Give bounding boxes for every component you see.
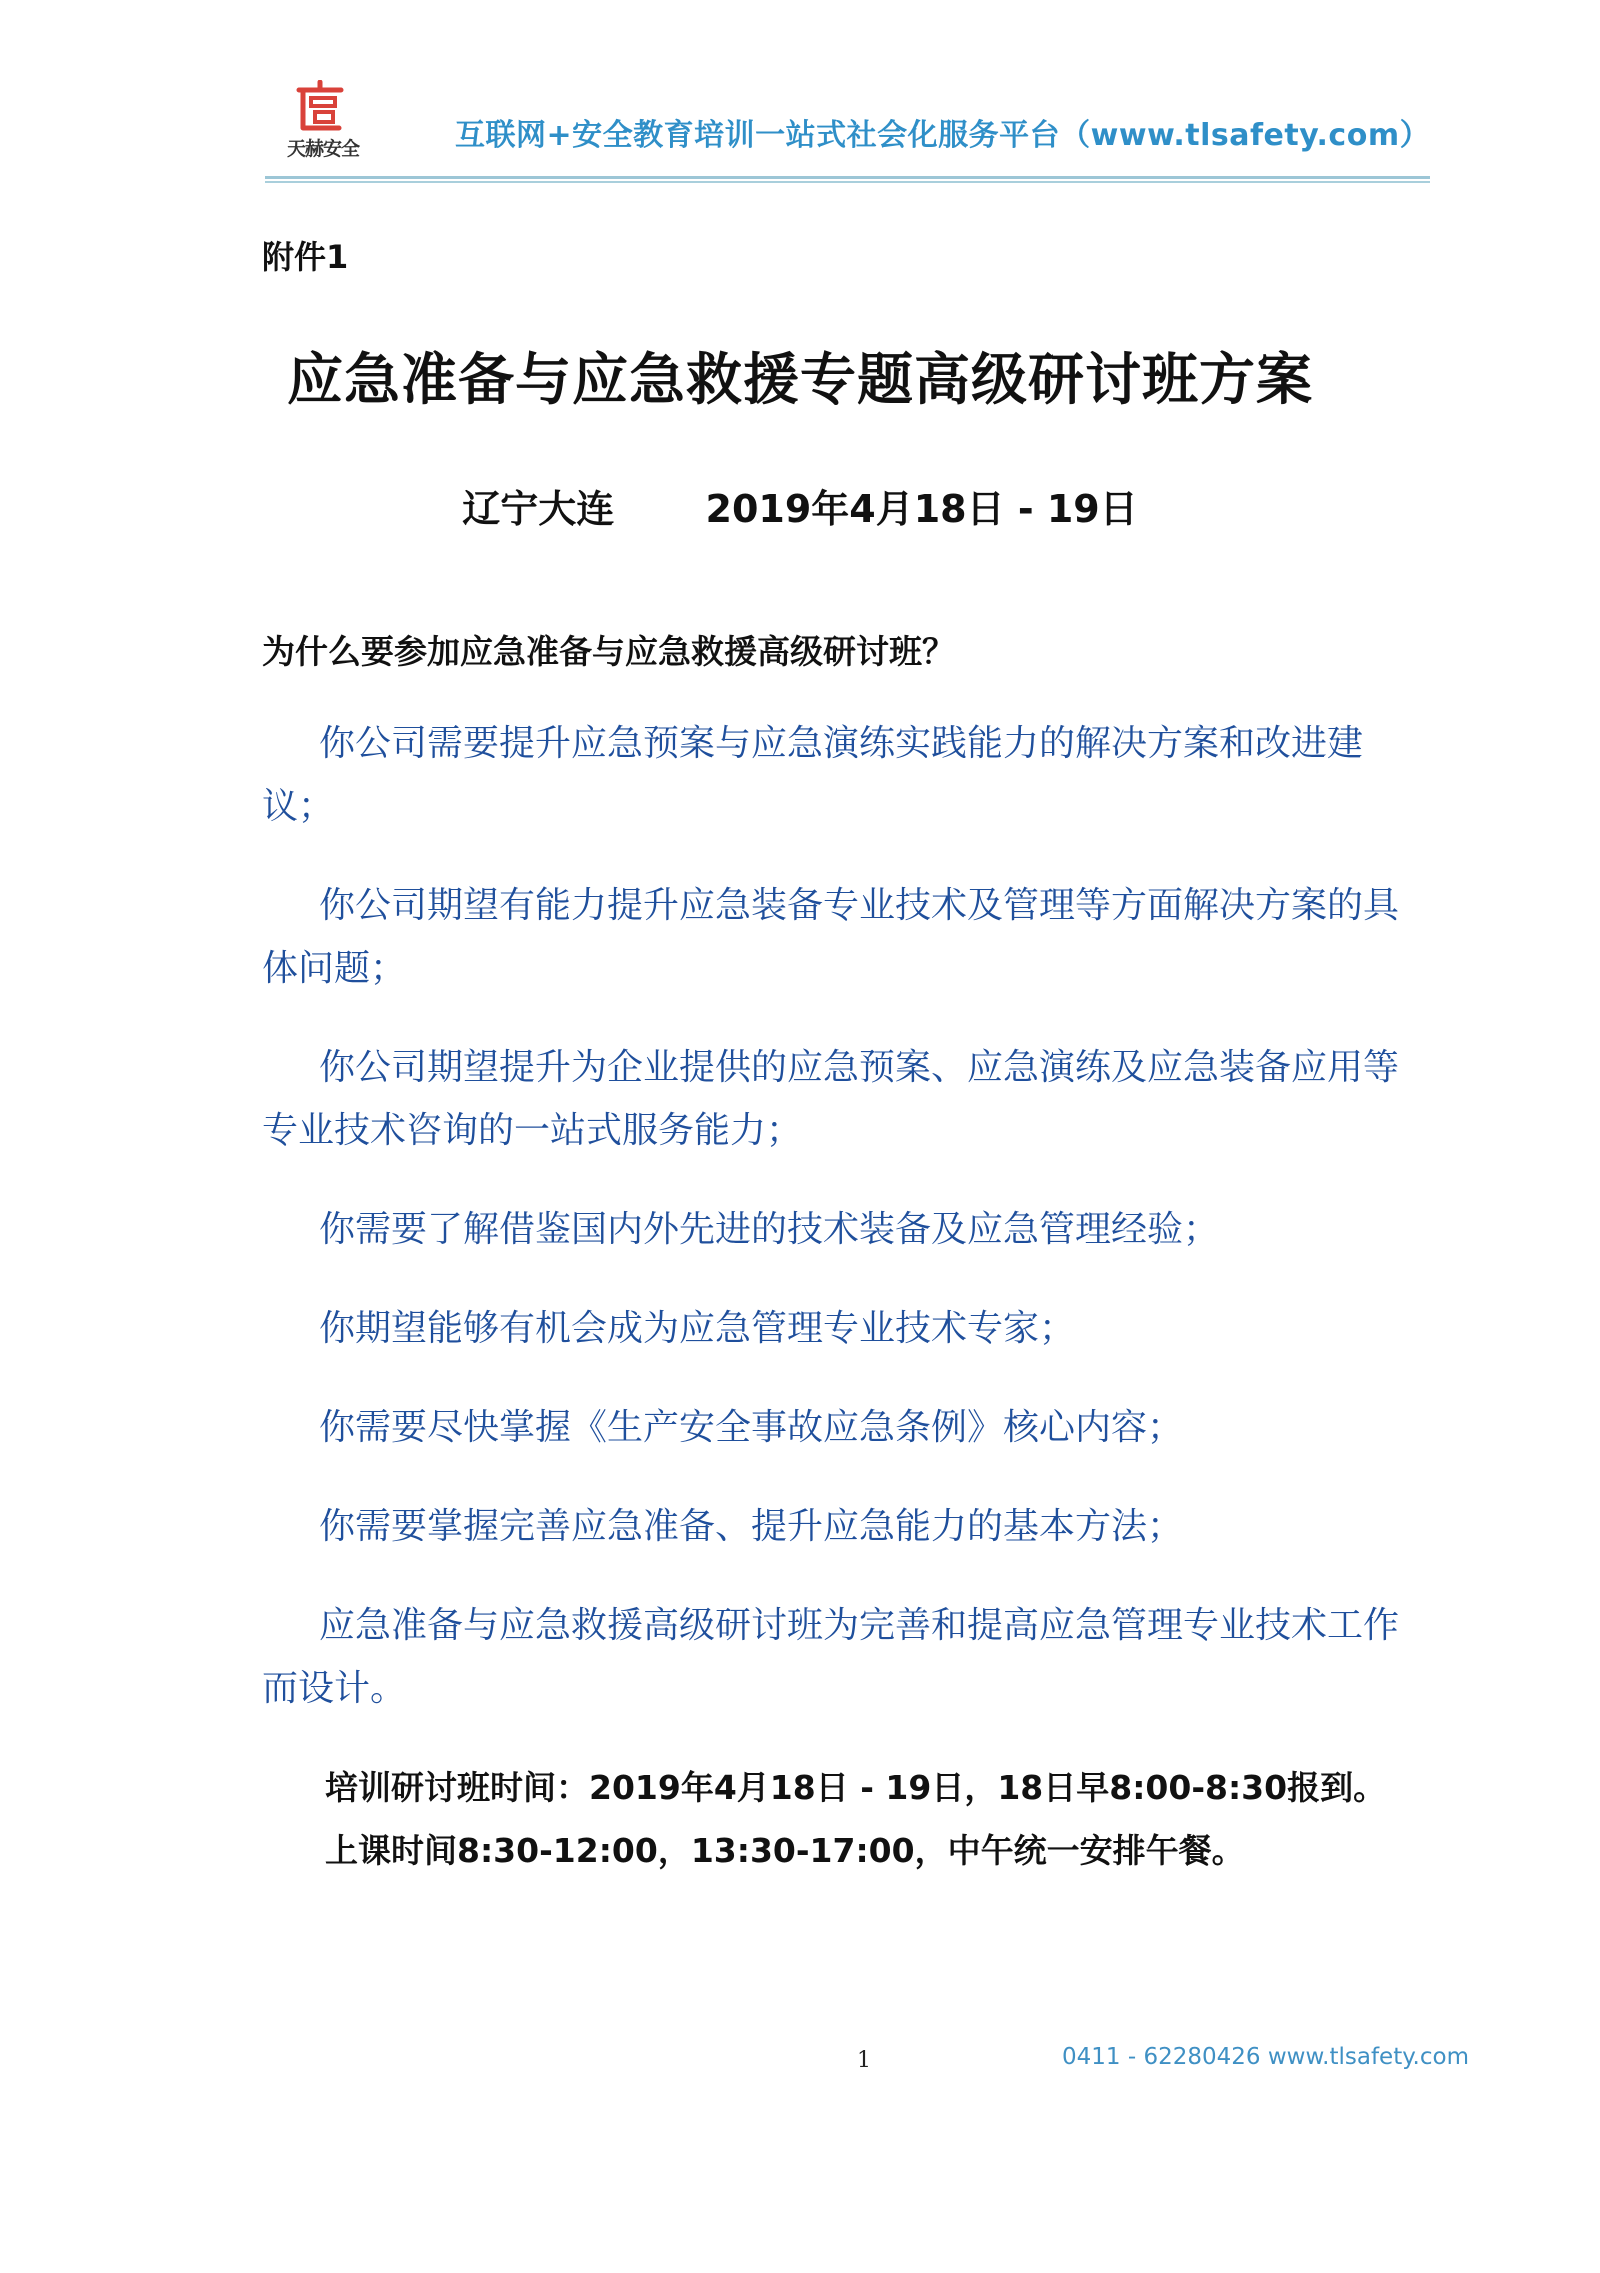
reason-paragraph-6: 你需要尽快掌握《生产安全事故应急条例》核心内容； [319,1407,1184,1448]
event-location-date [0,478,1600,533]
reason-paragraph-4: 你需要了解借鉴国内外先进的技术装备及应急管理经验； [319,1209,1220,1250]
logo-text: 天赫安全 [286,138,359,160]
event-location: 辽宁大连 [462,487,615,531]
schedule-line-times: 上课时间8:30-12:00，13:30-17:00，中午统一安排午餐。 [325,1831,1245,1870]
platform-title: 互联网+安全教育培训一站式社会化服务平台（www.tlsafety.com） [455,118,1431,153]
question-heading: 为什么要参加应急准备与应急救援高级研讨班？ [262,632,955,671]
reason-paragraph-5: 你期望能够有机会成为应急管理专业技术专家； [319,1308,1076,1349]
header-divider [265,176,1430,184]
company-logo [285,80,359,162]
document-title: 应急准备与应急救援专题高级研讨班方案 [287,348,1313,413]
page-header [265,80,1430,185]
reason-paragraph-1: 你公司需要提升应急预案与应急演练实践能力的解决方案和改进建议； [262,723,1364,827]
reason-paragraph-8: 应急准备与应急救援高级研讨班为完善和提高应急管理专业技术工作而设计。 [262,1605,1400,1709]
reason-paragraph-3: 你公司期望提升为企业提供的应急预案、应急演练及应急装备应用等专业技术咨询的一站式服务能力； [262,1047,1400,1151]
footer-contact: 0411 - 62280426 www.tlsafety.com [1062,2044,1469,2070]
event-date: 2019年4月18日 - 19日 [705,487,1138,531]
page-number: 1 [857,2048,871,2073]
reason-paragraph-7: 你需要掌握完善应急准备、提升应急能力的基本方法； [319,1506,1184,1547]
logo-icon [293,80,347,132]
reason-paragraph-2: 你公司期望有能力提升应急装备专业技术及管理等方面解决方案的具体问题； [262,885,1400,989]
annex-label: 附件1 [262,238,349,276]
schedule-line-dates: 培训研讨班时间：2019年4月18日 - 19日，18日早8:00-8:30报到。 [325,1768,1387,1807]
